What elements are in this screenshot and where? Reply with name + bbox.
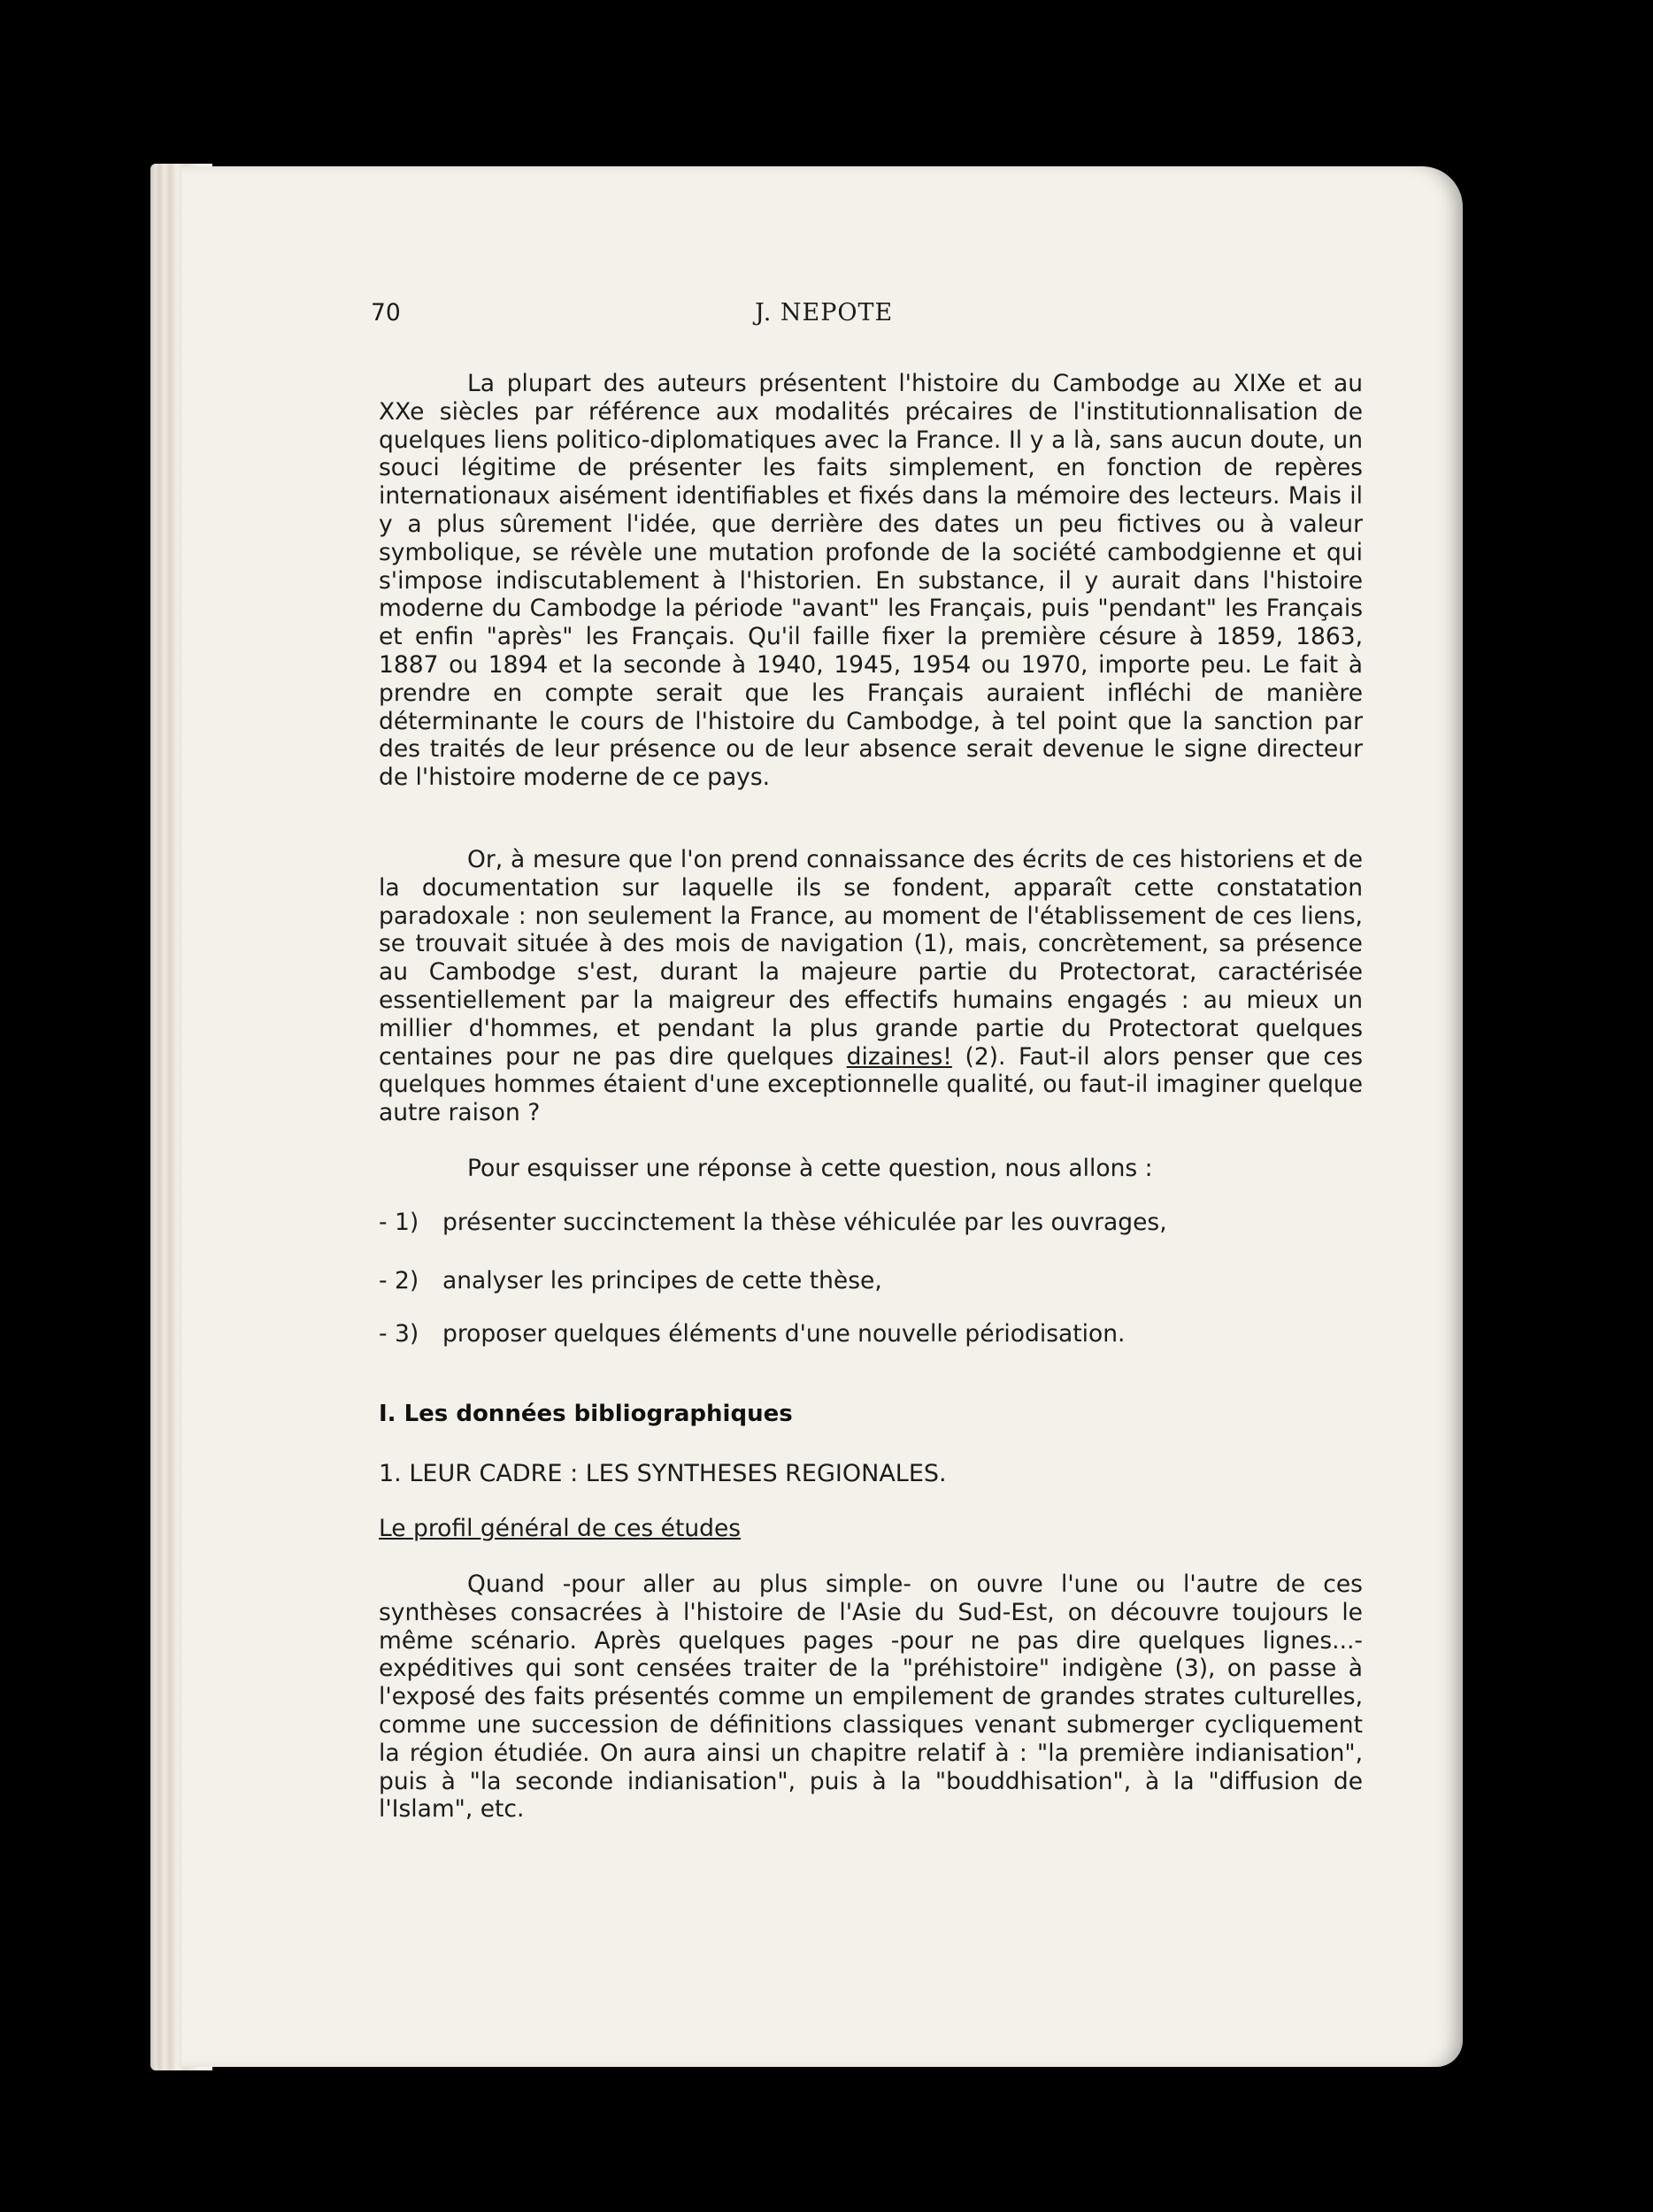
list-item-marker: - 2): [379, 1267, 419, 1294]
list-item-text: proposer quelques éléments d'une nouvelle périodisation.: [442, 1320, 1126, 1348]
list-item-text: analyser les principes de cette thèse,: [442, 1267, 882, 1294]
paragraph-1: La plupart des auteurs présentent l'histoire du Cambodge au XIXe et au XXe siècles par référence aux modalités précaires de l'institutionnalisation de quelques liens politico-diplomatiques avec la France. Il y a là, sans aucun doute, un souci légitime de présenter les faits simplement, en fonction de repères internationaux aisément identifiables et fixés dans la mémoire des lecteurs. Mais il y a plus sûrement l'idée, que derrière des dates un peu fictives ou à valeur symbolique, se révèle une mutation profonde de la société cambodgienne et qui s'impose indiscutablement à l'historien. En substance, il y aurait dans l'histoire moderne du Cambodge la période "avant" les Français, puis "pendant" les Français et enfin "après" les Français. Qu'il faille fixer la première césure à 1859, 1863, 1887 ou 1894 et la seconde à 1940, 1945, 1954 ou 1970, importe peu. Le fait à prendre en compte serait que les Français auraient infléchi de manière déterminante le cours de l'histoire du Cambodge, à tel point que la sanction par des traités de leur présence ou de leur absence serait devenue le signe directeur de l'histoire moderne de ce pays.: [379, 370, 1363, 792]
subsection-heading: 1. LEUR CADRE : LES SYNTHESES REGIONALES.: [379, 1460, 947, 1487]
list-item: [379, 1267, 882, 1294]
paragraph-2: [379, 846, 1363, 1127]
list-item-text: présenter succinctement la thèse véhiculée par les ouvrages,: [442, 1209, 1167, 1236]
list-item: [379, 1320, 1125, 1348]
list-item-marker: - 1): [379, 1209, 419, 1236]
list-item-marker: - 3): [379, 1320, 419, 1348]
page-number: 70: [371, 299, 401, 326]
paragraph-3: Pour esquisser une réponse à cette question, nous allons :: [467, 1155, 1153, 1182]
running-header-author: J. NEPOTE: [755, 299, 894, 326]
paragraph-2-underlined-word: dizaines!: [846, 1042, 952, 1071]
paragraph-2-part-b: (2). Faut-il alors penser que ces quelques hommes étaient d'une exceptionnelle qualité, ou faut-il imaginer quelque autre raison ?: [379, 1042, 1363, 1127]
paragraph-4: Quand -pour aller au plus simple- on ouvre l'une ou l'autre de ces synthèses consacrées à l'histoire de l'Asie du Sud-Est, on découvre toujours le même scénario. Après quelques pages -pour ne pas dire quelques lignes...- expéditives qui sont censées traiter de la "préhistoire" indigène (3), on passe à l'exposé des faits présentés comme un empilement de grandes strates culturelles, comme une succession de définitions classiques venant submerger cycliquement la région étudiée. On aura ainsi un chapitre relatif à : "la première indianisation", puis à "la seconde indianisation", puis à la "bouddhisation", à la "diffusion de l'Islam", etc.: [379, 1571, 1363, 1824]
list-item: [379, 1209, 1167, 1236]
paragraph-2-part-a: Or, à mesure que l'on prend connaissance des écrits de ces historiens et de la documentation sur laquelle ils se fondent, apparaît cette constatation paradoxale : non seulement la France, au moment de l'établissement de ces liens, se trouvait située à des mois de navigation (1), mais, concrètement, sa présence au Cambodge s'est, durant la majeure partie du Protectorat, caractérisée essentiellement par la maigreur des effectifs humains engagés : au mieux un millier d'hommes, et pendant la plus grande partie du Protectorat quelques centaines pour ne pas dire quelques: [379, 846, 1363, 1071]
section-heading: I. Les données bibliographiques: [379, 1401, 793, 1427]
underlined-heading: Le profil général de ces études: [379, 1515, 742, 1542]
